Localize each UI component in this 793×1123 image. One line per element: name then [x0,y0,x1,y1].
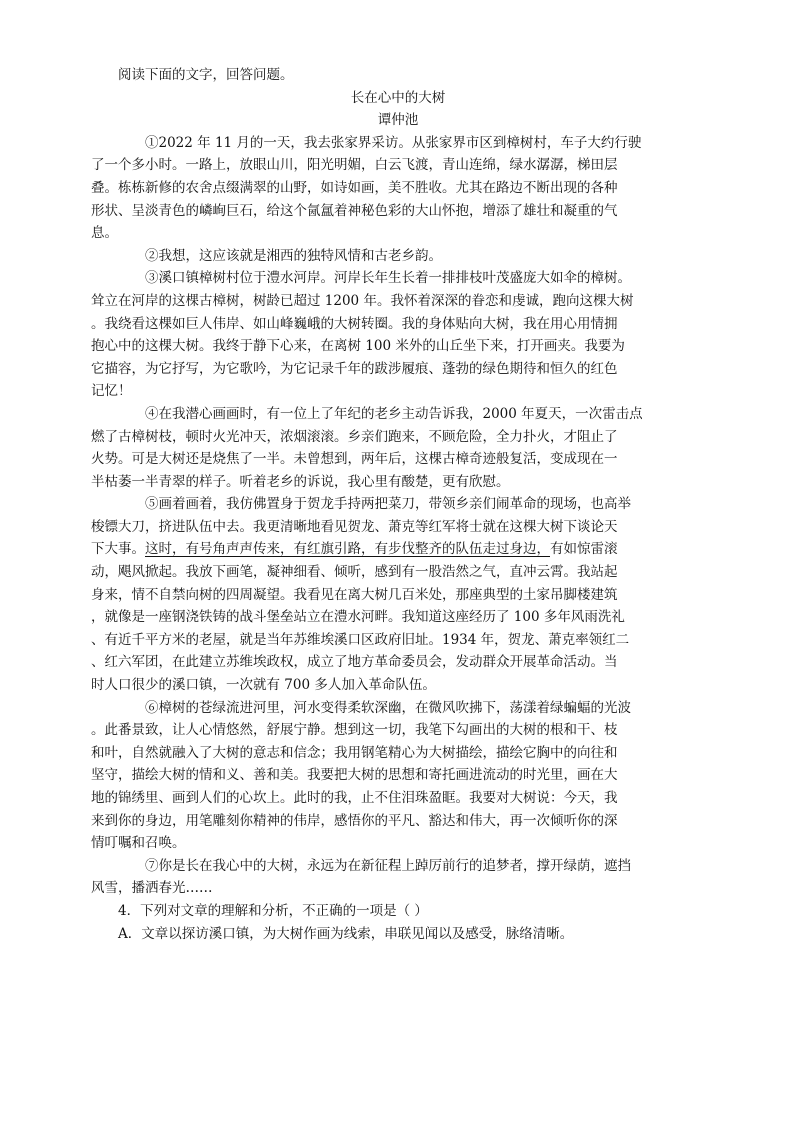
paragraph-line: 来到你的身边，用笔雕刻你精神的伟岸，感悟你的平凡、豁达和伟大，再一次倾听你的深 [91,812,618,829]
paragraph-3 [91,267,678,403]
paragraph-line: ，就像是一座钢浇铁铸的战斗堡垒站立在澧水河畔。我知道这座经历了 100 多年风雨洗礼 [91,609,625,626]
paragraph-line: ⑦你是长在我心中的大树，永远为在新征程上踔厉前行的追梦者，撑开绿荫，遮挡 [145,857,631,874]
paragraph-line: 了一个多小时。一路上，放眼山川，阳光明媚，白云飞渡，青山连绵，绿水潺潺，梯田层 [91,157,618,174]
line-segment: 下大事。 [91,541,145,558]
paragraph-line: 。此番景致，让人心情悠然，舒展宁静。想到这一切，我笔下勾画出的大树的根和干、枝 [91,722,618,739]
paragraph-line [91,538,678,561]
paragraph-line: 身来，情不自禁向树的四周凝望。我看见在离大树几百米处，那座典型的土家吊脚楼建筑 [91,586,618,603]
article-title: 长在心中的大树 [350,89,446,106]
article-body [91,132,678,900]
paragraph-line: 叠。栋栋新修的农舍点缀满翠的山野，如诗如画，美不胜收。尤其在路边不断出现的各种 [91,179,618,196]
paragraph-line: 抱心中的这棵大树。我终于静下心来，在离树 100 米外的山丘坐下来，打开画夹。我要为 [91,338,625,355]
paragraph-2 [118,245,678,268]
underlined-sentence: 这时，有号角声声传来，有红旗引路，有步伐整齐的队伍走过身边， [145,541,550,558]
paragraph-line: 。我绕看这棵如巨人伟岸、如山峰巍峨的大树转圈。我的身体贴向大树，我在用心用情拥 [91,315,618,332]
paragraph-line: ④在我潜心画画时，有一位上了年纪的老乡主动告诉我，2000 年夏天，一次雷击点 [145,405,643,422]
option-a: A．文章以探访溪口镇，为大树作画为线索，串联见闻以及感受，脉络清晰。 [118,925,574,942]
line-segment: 有如惊雷滚 [550,541,618,558]
paragraph-1 [91,132,678,245]
paragraph-line: ③溪口镇樟树村位于澧水河岸。河岸长年生长着一排排枝叶茂盛庞大如伞的樟树。 [145,270,631,287]
paragraph-6 [91,697,678,855]
paragraph-5 [91,493,678,696]
paragraph-line: 半枯萎一半青翠的样子。听着老乡的诉说，我心里有酸楚，更有欣慰。 [91,473,510,490]
paragraph-line: 、红六军团，在此建立苏维埃政权，成立了地方革命委员会，发动群众开展革命活动。当 [91,654,618,671]
paragraph-line: 形状、呈淡青色的嶙峋巨石，给这个氤氲着神秘色彩的大山怀抱，增添了雄壮和凝重的气 [91,202,618,219]
paragraph-line: 时人口很少的溪口镇，一次就有 700 多人加入革命队伍。 [91,677,436,694]
paragraph-line: ⑥樟树的苍绿流进河里，河水变得柔软深幽，在微风吹拂下，荡漾着绿蝙蝠的光波 [145,699,631,716]
paragraph-line: 动，飓风掀起。我放下画笔，凝神细看、倾听，感到有一股浩然之气，直冲云霄。我站起 [91,564,618,581]
paragraph-line: 、有近千平方米的老屋，就是当年苏维埃溪口区政府旧址。1934 年，贺龙、萧克率领红二 [91,631,630,648]
paragraph-line: 情叮嘱和召唤。 [91,835,186,852]
paragraph-line: ②我想，这应该就是湘西的独特风情和古老乡韵。 [145,247,442,264]
paragraph-line: 燃了古樟树枝，顿时火光冲天，浓烟滚滚。乡亲们跑来，不顾危险，全力扑火，才阻止了 [91,428,618,445]
paragraph-line: ⑤画着画着，我仿佛置身于贺龙手持两把菜刀，带领乡亲们闹革命的现场，也高举 [145,496,631,513]
paragraph-line: 风雪，播洒春光…… [91,880,213,897]
paragraph-line: ①2022 年 11 月的一天，我去张家界采访。从张家界市区到樟树村，车子大约行驶 [145,134,642,151]
paragraph-7 [91,855,678,900]
paragraph-line: 它描容，为它抒写，为它歌吟，为它记录千年的跋涉履痕、蓬勃的绿色期待和恒久的红色 [91,360,618,377]
paragraph-line: 和叶，自然就融入了大树的意志和信念；我用钢笔精心为大树描绘，描绘它胸中的向往和 [91,744,618,761]
paragraph-line: 坚守，描绘大树的情和义、善和美。我要把大树的思想和寄托画进流动的时光里，画在大 [91,767,618,784]
reading-instruction: 阅读下面的文字，回答问题。 [118,67,294,83]
question-4: 4．下列对文章的理解和分析，不正确的一项是（ ） [118,902,428,919]
paragraph-line: 梭镖大刀，挤进队伍中去。我更清晰地看见贺龙、萧克等红军将士就在这棵大树下谈论天 [91,518,618,535]
document-page [91,64,678,945]
paragraph-4 [91,403,678,493]
paragraph-line: 地的锦绣里、画到人们的心坎上。此时的我，止不住泪珠盈眶。我要对大树说：今天，我 [91,790,618,806]
paragraph-line: 火势。可是大树还是烧焦了一半。未曾想到，两年后，这棵古樟奇迹般复活，变成现在一 [91,451,618,468]
article-author: 谭仲池 [377,112,419,129]
paragraph-line: 记忆！ [91,383,132,400]
paragraph-line: 耸立在河岸的这棵古樟树，树龄已超过 1200 年。我怀着深深的眷恋和虔诚，跑向这棵大树 [91,292,634,309]
paragraph-line: 息。 [91,225,118,242]
